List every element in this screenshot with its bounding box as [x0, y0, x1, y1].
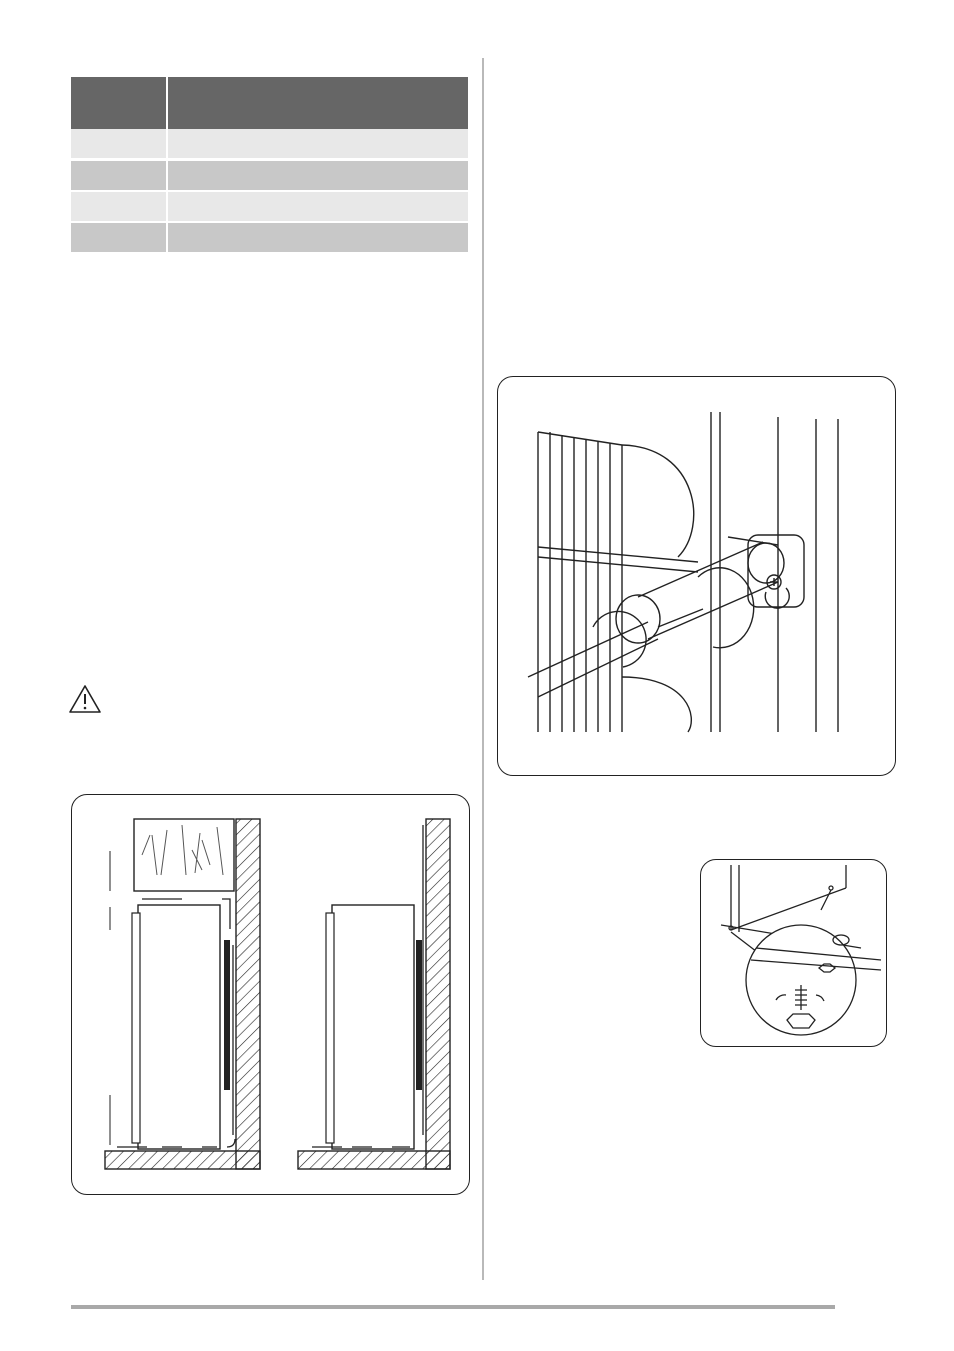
table-row — [71, 161, 468, 190]
table-cell — [71, 161, 168, 190]
door-handle-reversal-diagram — [497, 376, 896, 776]
ventilation-illustration — [72, 795, 470, 1195]
table-row — [71, 192, 468, 221]
column-divider — [482, 58, 484, 1280]
ventilation-diagram — [71, 794, 470, 1195]
handle-screwdriver-illustration — [498, 377, 896, 776]
table-header-cell — [71, 77, 168, 129]
table-cell — [71, 192, 168, 221]
leveling-foot-illustration — [701, 860, 887, 1047]
table-row — [71, 129, 468, 158]
leveling-foot-diagram — [700, 859, 887, 1047]
table-cell — [71, 129, 168, 158]
table-header — [71, 77, 468, 129]
footer-rule — [71, 1305, 835, 1309]
warning-triangle-icon — [68, 684, 102, 714]
data-table — [71, 77, 468, 253]
table-row — [71, 223, 468, 252]
table-cell — [71, 223, 168, 252]
